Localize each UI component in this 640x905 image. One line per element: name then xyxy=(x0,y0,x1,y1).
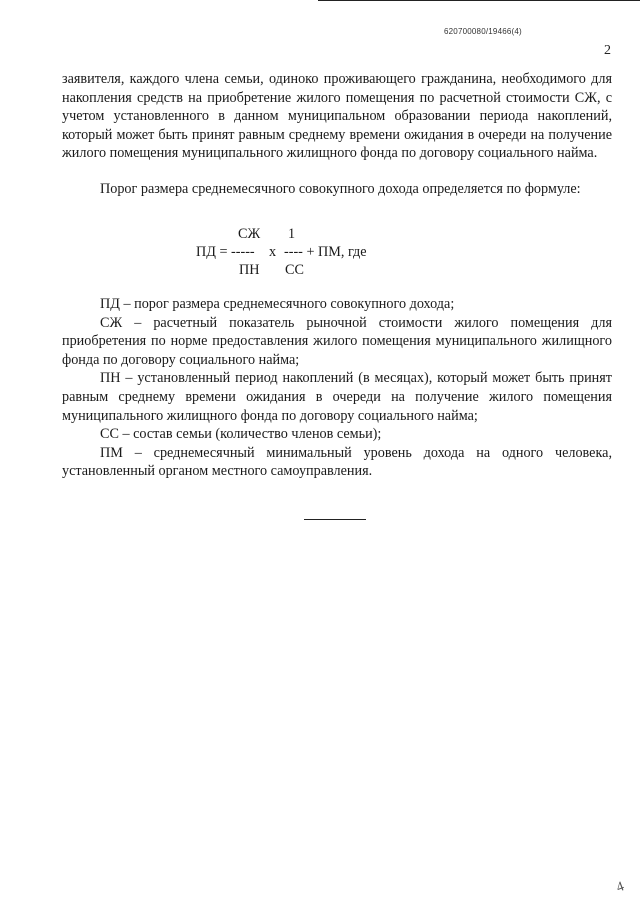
definition-pd: ПД – порог размера среднемесячного совокупного дохода; xyxy=(100,296,455,312)
income-threshold-formula xyxy=(196,226,396,286)
definition-ss: СС – состав семьи (количество членов семьи); xyxy=(100,426,382,443)
paragraph-text: заявителя, каждого члена семьи, одиноко проживающего гражданина, необходимого для накопления средств на приобретение жилого помещения по расчетной стоимости СЖ, с учетом установленного в данном муниципальном образовании периода накоплений, который может быть принят равным среднему времени ожидания в очереди на получение жилого помещения муниципального жилищного фонда по договору социального найма. xyxy=(62,71,612,162)
document-code: 620700080/19466(4) xyxy=(444,27,522,36)
top-border-line xyxy=(318,0,640,1)
definition-sj: СЖ – расчетный показатель рыночной стоимости жилого помещения для приобретения по норме предоставления жилого помещения муниципального жилищного фонда по договору социального найма; xyxy=(62,314,612,368)
formula-multiply-sign: х xyxy=(269,244,277,260)
formula-rhs: ---- + ПМ, где xyxy=(284,244,367,260)
page-number: 2 xyxy=(604,43,611,58)
formula-numerator-one: 1 xyxy=(288,226,296,242)
handwritten-mark: 4 xyxy=(614,879,627,896)
formula-intro-paragraph xyxy=(62,180,612,199)
formula-lhs: ПД = ----- xyxy=(196,244,255,260)
end-of-document-line xyxy=(304,519,366,520)
intro-paragraph xyxy=(62,70,612,163)
definition-pn: ПН – установленный период накоплений (в месяцах), который может быть принят равным среднему времени ожидания в очереди на получение жилого помещения муниципального жилищного фонда по договору социального найма; xyxy=(62,370,612,424)
paragraph-text: Порог размера среднемесячного совокупного дохода определяется по формуле: xyxy=(100,181,581,197)
formula-denominator-pn: ПН xyxy=(239,262,260,278)
definition-pm: ПМ – среднемесячный минимальный уровень дохода на одного человека, установленный органом местного самоуправления. xyxy=(62,444,612,480)
formula-denominator-ss: СС xyxy=(285,262,304,278)
formula-numerator-sj: СЖ xyxy=(238,226,261,242)
definitions-list xyxy=(62,295,612,481)
